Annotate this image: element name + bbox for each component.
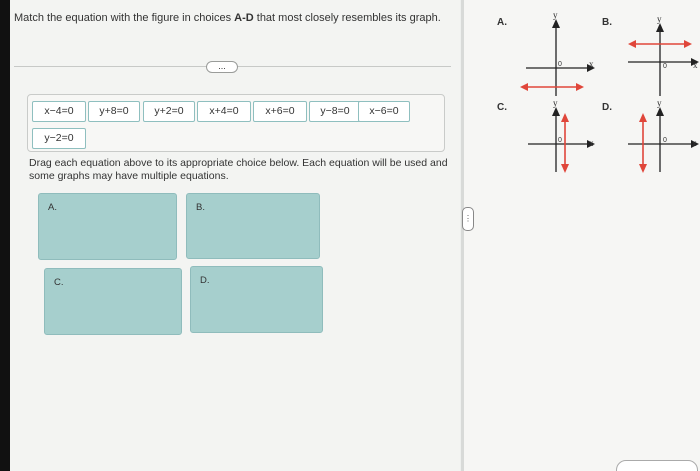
drop-zone-b[interactable] (186, 193, 320, 259)
graph-d-origin: 0 (663, 137, 667, 144)
equation-chip[interactable]: x+6=0 (253, 101, 307, 122)
more-button[interactable]: ... (206, 61, 238, 73)
graph-a (520, 10, 600, 100)
graph-b (622, 10, 700, 100)
drop-zone-label: B. (196, 202, 205, 213)
graph-a-x-label: x (589, 59, 594, 69)
graph-a-y-label: y (553, 10, 558, 20)
question-prompt: Match the equation with the figure in choices A-D that most closely resembles its graph. (14, 12, 441, 24)
graph-c-origin: 0 (558, 137, 562, 144)
drop-zone-a[interactable] (38, 193, 177, 260)
equation-chip[interactable]: y−8=0 (309, 101, 361, 122)
drop-zone-d[interactable] (190, 266, 323, 333)
graph-a-origin: 0 (558, 61, 562, 68)
graph-b-origin: 0 (663, 63, 667, 70)
drop-zone-label: A. (48, 202, 57, 213)
equation-chip[interactable]: y+2=0 (143, 101, 195, 122)
instruction-text: Drag each equation above to its appropriate choice below. Each equation will be used and some graphs may have multiple equations. (29, 157, 448, 182)
equation-chip[interactable]: y−2=0 (32, 128, 86, 149)
drop-zone-c[interactable] (44, 268, 182, 335)
graph-c-y-label: y (553, 98, 558, 108)
drop-zone-label: C. (54, 277, 64, 288)
graph-d-y-label: y (657, 98, 662, 108)
bottom-button[interactable] (616, 460, 698, 471)
pane-resize-handle[interactable]: ⋮ (462, 207, 474, 231)
equation-bank (27, 94, 445, 152)
graph-c (520, 96, 600, 180)
equation-chip[interactable]: x+4=0 (197, 101, 251, 122)
drop-zone-label: D. (200, 275, 210, 286)
screen-bezel (0, 0, 10, 471)
choice-d-letter: D. (602, 102, 612, 113)
graph-d-x-label: x (692, 138, 697, 148)
choice-b-letter: B. (602, 17, 612, 28)
equation-chip[interactable]: x−4=0 (32, 101, 86, 122)
graph-b-y-label: y (657, 14, 662, 24)
equation-chip[interactable]: y+8=0 (88, 101, 140, 122)
equation-chip[interactable]: x−6=0 (358, 101, 410, 122)
graph-d (622, 96, 700, 180)
choice-a-letter: A. (497, 17, 507, 28)
choice-c-letter: C. (497, 102, 507, 113)
graph-b-x-label: x (693, 60, 698, 70)
graph-c-x-label: x (589, 138, 594, 148)
